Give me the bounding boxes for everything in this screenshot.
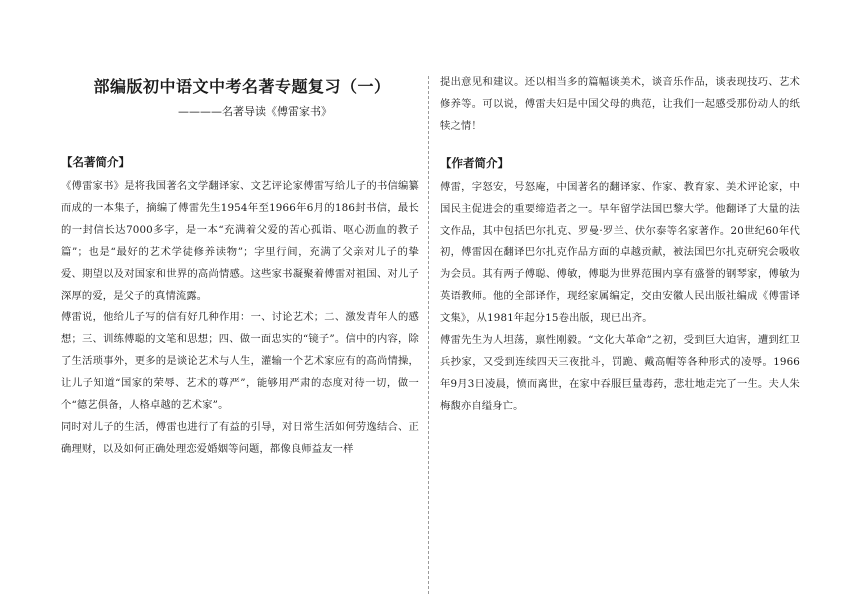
right-column [440, 76, 800, 418]
author-intro-paragraph-2: 傅雷先生为人坦荡，禀性刚毅。“文化大革命”之初，受到巨大迫害，遭到红卫兵抄家，又受到连续四天三夜批斗，罚跪、戴高帽等各种形式的凌辱。1966年9月3日凌晨，愤而离世，在家中吞服巨量毒药，悲壮地走完了一生。夫人朱梅馥亦自缢身亡。 [440, 334, 800, 412]
section-heading-book-intro: 【名著简介】 [61, 155, 130, 169]
document-title: 部编版初中语文中考名著专题复习（一） [93, 77, 391, 96]
column-divider [428, 76, 429, 594]
book-intro-paragraph-3: 同时对儿子的生活，傅雷也进行了有益的引导，对日常生活如何劳逸结合、正确理财，以及如何正确处理恋爱婚姻等问题，都像良师益友一样 [61, 420, 419, 455]
document-subtitle: ————名著导读《傅雷家书》 [178, 105, 332, 118]
left-column [61, 76, 419, 461]
book-intro-paragraph-2: 傅雷说，他给儿子写的信有好几种作用：一、讨论艺术；二、激发青年人的感想；三、训练傅聪的文笔和思想；四、做一面忠实的“镜子”。信中的内容，除了生活琐事外，更多的是谈论艺术与人生，灌输一个艺术家应有的高尚情操，让儿子知道“国家的荣辱、艺术的尊严”，能够用严肃的态度对待一切，做一个“德艺俱备，人格卓越的艺术家”。 [61, 311, 419, 412]
author-intro-paragraph-1: 傅雷，字怒安，号怒庵，中国著名的翻译家、作家、教育家、美术评论家，中国民主促进会的重要缔造者之一。早年留学法国巴黎大学。他翻译了大量的法文作品，其中包括巴尔扎克、罗曼·罗兰、伏尔泰等名家著作。20世纪60年代初，傅雷因在翻译巴尔扎克作品方面的卓越贡献，被法国巴尔扎克研究会吸收为会员。其有两子傅聪、傅敏，傅聪为世界范围内享有盛誉的钢琴家，傅敏为英语教师。他的全部译作，现经家属编定，交由安徽人民出版社编成《傅雷译文集》，从1981年起分15卷出版，现已出齐。 [440, 180, 800, 325]
book-intro-continuation: 提出意见和建议。还以相当多的篇幅谈美术，谈音乐作品，谈表现技巧、艺术修养等。可以说，傅雷夫妇是中国父母的典范，让我们一起感受那份动人的纸犊之情！ [440, 76, 800, 132]
section-heading-author-intro: 【作者简介】 [440, 155, 509, 170]
book-intro-paragraph-1: 《傅雷家书》是将我国著名文学翻译家、文艺评论家傅雷写给儿子的书信编纂而成的一本集子，摘编了傅雷先生1954年至1966年6月的186封书信，最长的一封信长达7000多字，是一本“充满着父爱的苦心孤诣、呕心沥血的教子篇”；也是“最好的艺术学徒修养读物”；字里行间，充满了父亲对儿子的挚爱、期望以及对国家和世界的高尚情感。这些家书凝聚着傅雷对祖国、对儿子深厚的爱，是父子的真情流露。 [61, 180, 419, 302]
